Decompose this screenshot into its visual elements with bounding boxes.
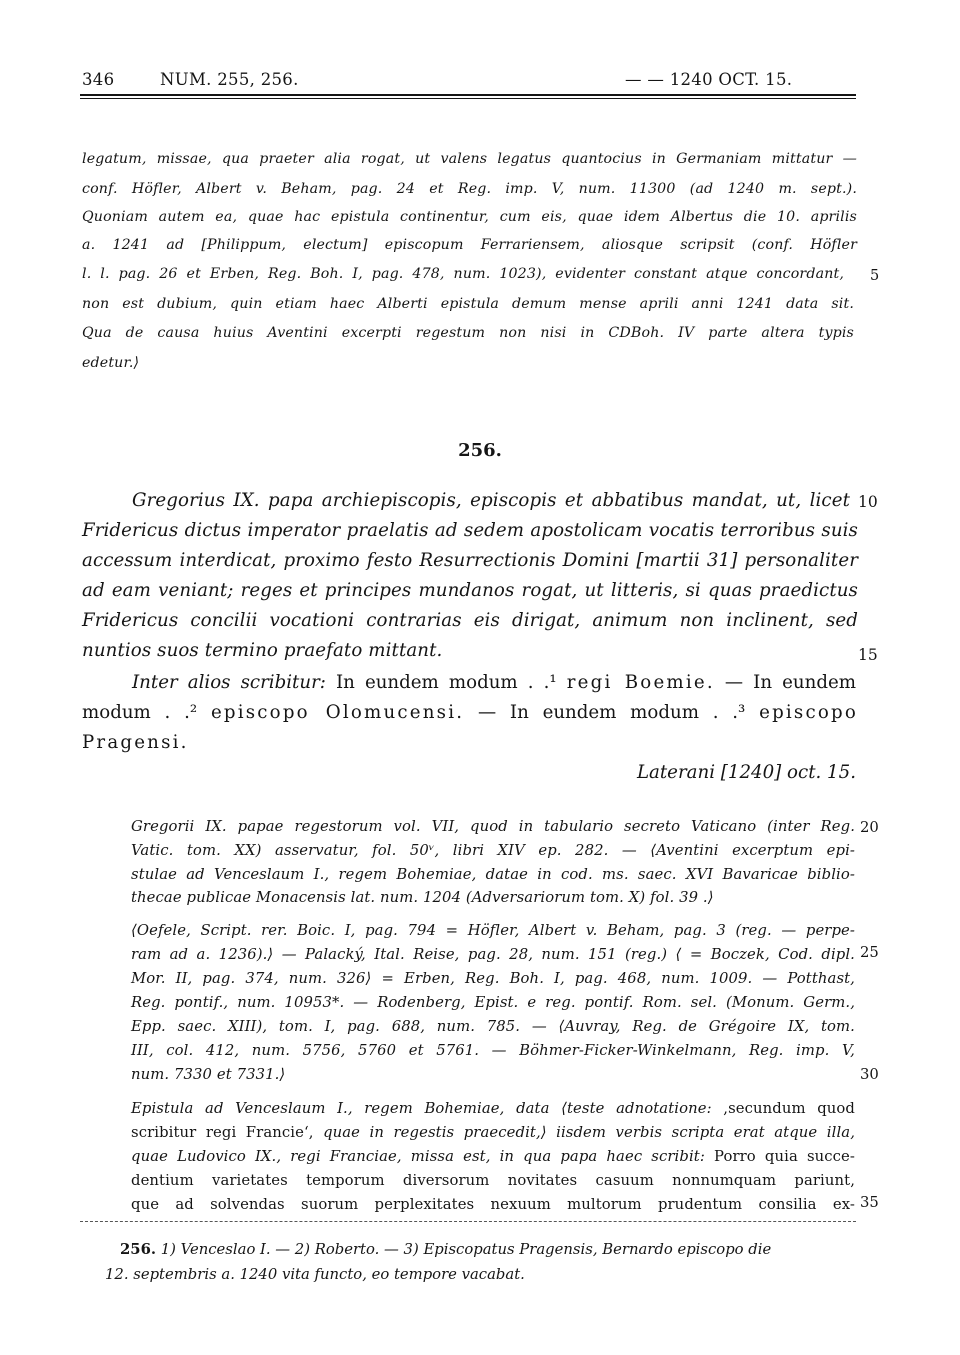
body-text: — In eundem modum . .³: [464, 702, 760, 723]
note-line: Vatic. tom. XX) asservatur, fol. 50ᵛ, libri XIV ep. 282. — ⟨Aventini excerptum epi-: [131, 842, 855, 859]
regest-line: nuntios suos termino praefato mittant.: [82, 640, 443, 661]
line-number: 15: [858, 646, 878, 664]
note-line: Gregorii IX. papae regestorum vol. VII, quod in tabulario secreto Vaticano (inter Reg.: [131, 818, 855, 835]
note-line: Epp. saec. XIII), tom. I, pag. 688, num. 785. — ⟨Auvray, Reg. de Grégoire IX, tom.: [131, 1018, 855, 1035]
note-line: ram ad a. 1236).⟩ — Palacký, Ital. Reise, pag. 28, num. 151 (reg.) ⟨ = Boczek, Cod. dipl.: [131, 946, 855, 963]
body-text: — In eundem: [714, 672, 856, 693]
body-line: Pragensi.: [82, 732, 189, 753]
regest-line: Fridericus dictus imperator praelatis ad sedem apostolicam vocatis terroribus suis: [82, 520, 858, 541]
dateline: Laterani [1240] oct. 15.: [636, 762, 856, 783]
note-line: que ad solvendas suorum perplexitates nexuum multorum prudentum consilia ex-: [131, 1196, 855, 1213]
preamble-line: conf. Höfler, Albert v. Beham, pag. 24 et Reg. imp. V, num. 11300 (ad 1240 m. sept.).: [82, 181, 857, 197]
line-number: 10: [858, 493, 878, 511]
note-line: thecae publicae Monacensis lat. num. 1204 (Adversariorum tom. X) fol. 39 .⟩: [131, 889, 714, 906]
body-spaced-text: regi Boemie.: [566, 672, 715, 693]
line-number: 5: [870, 268, 880, 284]
preamble-line: l. l. pag. 26 et Erben, Reg. Boh. I, pag. 478, num. 1023), evidenter constant atque concordant,: [82, 266, 844, 282]
note-line: [131, 1148, 855, 1165]
preamble-line: a. 1241 ad [Philippum, electum] episcopum Ferrariensem, aliosque scripsit (conf. Höfler: [82, 237, 857, 253]
note-line: [131, 1100, 855, 1117]
note-italic-text: Epistula ad Venceslaum I., regem Bohemiae, data ⟨teste adnotatione:: [131, 1100, 724, 1117]
note-line: ⟨Oefele, Script. rer. Boic. I, pag. 794 = Höfler, Albert v. Beham, pag. 3 (reg. — perpe-: [131, 922, 855, 939]
footnote-line: [120, 1241, 870, 1258]
preamble-line: edetur.⟩: [82, 355, 140, 371]
document-number: 256.: [458, 440, 502, 461]
preamble-line: legatum, missae, qua praeter alia rogat, ut valens legatus quantocius in Germaniam mittatur —: [82, 151, 857, 167]
note-line: Mor. II, pag. 374, num. 326⟩ = Erben, Reg. Boh. I, pag. 468, num. 1009. — Potthast,: [131, 970, 855, 987]
running-head-section: NUM. 255, 256.: [160, 70, 299, 89]
note-line: stulae ad Venceslaum I., regem Bohemiae, datae in cod. ms. saec. XVI Bavaricae biblio-: [131, 866, 855, 883]
preamble-line: Qua de causa huius Aventini excerpti regestum non nisi in CDBoh. IV parte altera typis: [82, 325, 854, 341]
line-number: 25: [860, 944, 879, 961]
footnote-text: 1) Venceslao I. — 2) Roberto. — 3) Episcopatus Pragensis, Bernardo episcopo die: [156, 1241, 772, 1258]
body-intro: Inter alios scribitur:: [132, 672, 326, 693]
note-line: Reg. pontif., num. 10953*. — Rodenberg, Epist. e reg. pontif. Rom. sel. (Monum. Germ.,: [131, 994, 855, 1011]
preamble-line: non est dubium, quin etiam haec Alberti epistula demum mense aprili anni 1241 data sit.: [82, 296, 854, 312]
line-number: 20: [860, 819, 879, 836]
body-spaced-text: episcopo Olomucensi.: [210, 702, 465, 723]
note-upright-text: ,secundum quod: [723, 1100, 856, 1117]
line-number: 35: [860, 1194, 879, 1211]
body-spaced-text: episcopo: [759, 702, 858, 723]
running-head-date: — — 1240 OCT. 15.: [625, 70, 793, 89]
note-upright-text: Porro quia succe-: [714, 1148, 855, 1165]
footnote-divider: [80, 1221, 856, 1222]
note-italic-text: quae Ludovico IX., regi Franciae, missa est, in qua papa haec scribit:: [131, 1148, 714, 1165]
preamble-line: Quoniam autem ea, quae hac epistula continentur, cum eis, quae idem Albertus die 10. aprilis: [82, 209, 857, 225]
regest-line: Fridericus concilii vocationi contrarias eis dirigat, animum non inclinent, sed: [82, 610, 858, 631]
regest-line: ad eam veniant; reges et principes mundanos rogat, ut litteris, si quas praedictus: [82, 580, 858, 601]
header-rule-bottom: [80, 98, 856, 99]
body-text: modum . .²: [82, 702, 211, 723]
line-number: 30: [860, 1066, 879, 1083]
note-line: [131, 1124, 855, 1141]
body-text: In eundem modum . .¹: [335, 672, 567, 693]
body-line: [82, 702, 858, 723]
header-rule-top: [80, 94, 856, 96]
note-upright-text: scribitur regi Francie‘,: [131, 1124, 324, 1141]
regest-line: accessum interdicat, proximo festo Resurrectionis Domini [martii 31] personaliter: [82, 550, 858, 571]
note-line: dentium varietates temporum diversorum novitates casuum nonnumquam pariunt,: [131, 1172, 855, 1189]
footnote-number: 256.: [120, 1241, 157, 1258]
note-line: III, col. 412, num. 5756, 5760 et 5761. — Böhmer-Ficker-Winkelmann, Reg. imp. V,: [131, 1042, 855, 1059]
regest-line: Gregorius IX. papa archiepiscopis, episcopis et abbatibus mandat, ut, licet: [132, 490, 850, 511]
body-line: [132, 672, 856, 693]
footnote-line: 12. septembris a. 1240 vita functo, eo tempore vacabat.: [105, 1266, 525, 1283]
note-line: num. 7330 et 7331.⟩: [131, 1066, 286, 1083]
page-number: 346: [82, 70, 115, 89]
note-italic-text: quae in regestis praecedit,⟩ iisdem verbis scripta erat atque illa,: [323, 1124, 856, 1141]
